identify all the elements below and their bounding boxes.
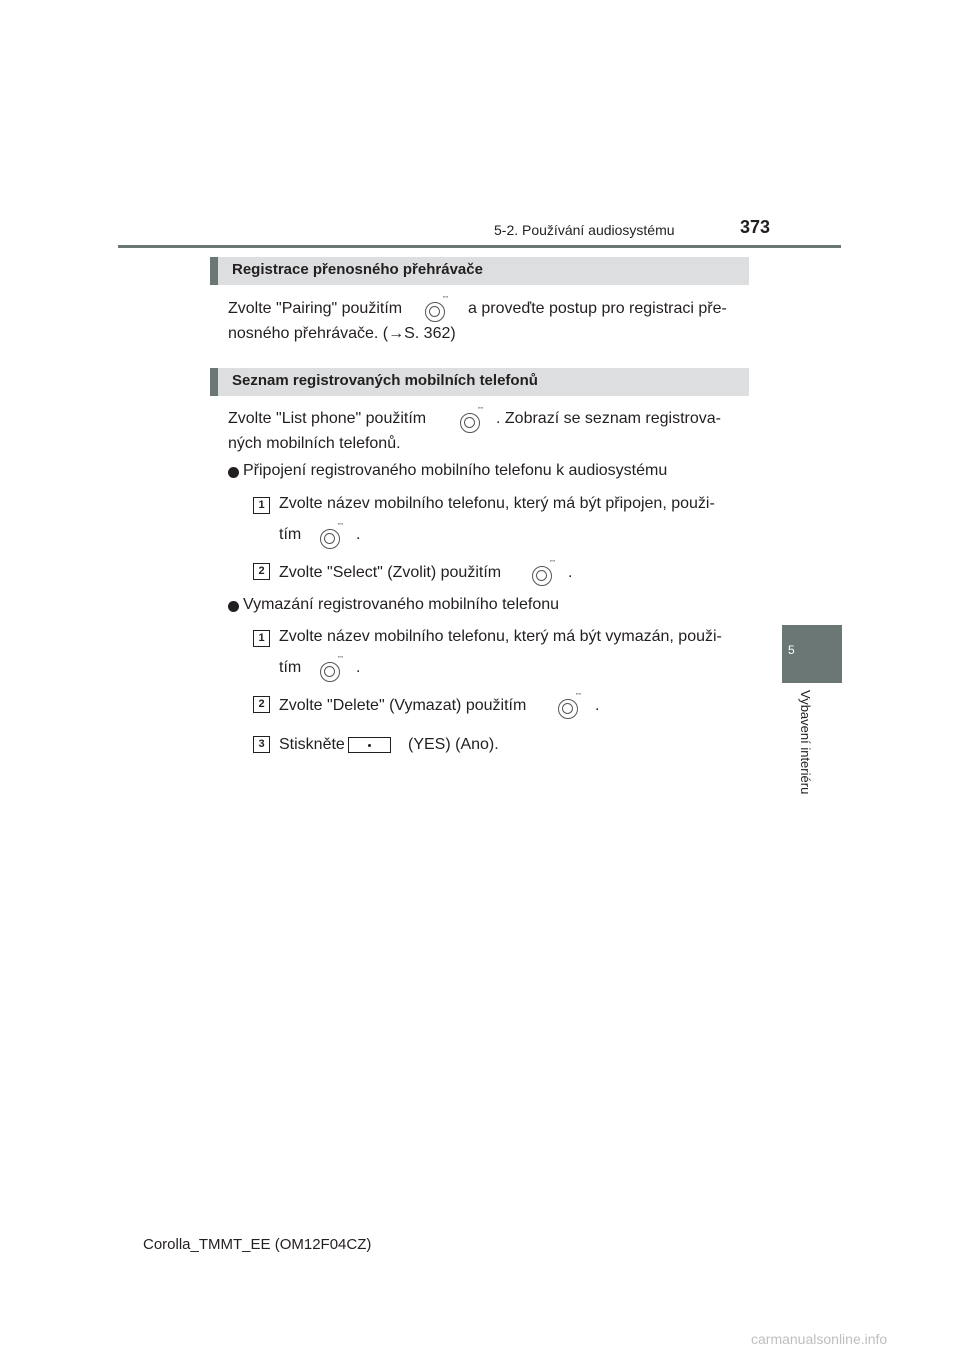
body-text: ných mobilních telefonů. [228, 435, 401, 452]
tune-dial-icon [532, 566, 552, 586]
step-number: 1 [253, 497, 270, 514]
step-text: (YES) (Ano). [408, 736, 499, 753]
preset-key-icon [348, 737, 391, 753]
header-rule [118, 245, 841, 248]
body-text: . Zobrazí se seznam registrova- [496, 410, 721, 427]
step-number: 3 [253, 736, 270, 753]
section-heading-bar [210, 257, 749, 285]
step-text: Stiskněte [279, 736, 345, 753]
body-text: Zvolte "Pairing" použitím [228, 300, 403, 317]
bullet-text: Vymazání registrovaného mobilního telefonu [243, 596, 560, 613]
step-text: . [568, 564, 573, 581]
step-text: Zvolte název mobilního telefonu, který má být vymazán, použi- [279, 628, 722, 645]
chapter-tab-number: 5 [788, 643, 795, 657]
step-text: Zvolte "Delete" (Vymazat) použitím [279, 697, 527, 714]
document-code: Corolla_TMMT_EE (OM12F04CZ) [143, 1236, 372, 1253]
step-text: Zvolte "Select" (Zvolit) použitím [279, 564, 502, 581]
step-number: 2 [253, 563, 270, 580]
section-heading: Registrace přenosného přehrávače [232, 261, 483, 278]
section-heading-bar [210, 368, 749, 396]
section-heading: Seznam registrovaných mobilních telefonů [232, 372, 538, 389]
tune-dial-icon [425, 302, 445, 322]
watermark: carmanualsonline.info [751, 1331, 888, 1347]
step-number: 1 [253, 630, 270, 647]
step-text: tím [279, 526, 302, 543]
bullet-icon [228, 601, 239, 612]
key-dot-icon [368, 744, 371, 747]
dial-marks-icon: "" [443, 296, 448, 303]
tune-dial-icon [320, 662, 340, 682]
body-text: nosného přehrávače. (→S. 362) [228, 325, 456, 342]
running-header: 5-2. Používání audiosystému [494, 222, 675, 238]
bullet-icon [228, 467, 239, 478]
dial-marks-icon: "" [338, 523, 343, 530]
page-number: 373 [740, 217, 771, 237]
dial-marks-icon: "" [478, 407, 483, 414]
step-text: Zvolte název mobilního telefonu, který má být připojen, použi- [279, 495, 715, 512]
bullet-text: Připojení registrovaného mobilního telefonu k audiosystému [243, 462, 668, 479]
step-text: tím [279, 659, 302, 676]
step-text: . [356, 526, 361, 543]
tune-dial-icon [460, 413, 480, 433]
body-text: Zvolte "List phone" použitím [228, 410, 427, 427]
dial-marks-icon: "" [550, 560, 555, 567]
dial-marks-icon: "" [576, 693, 581, 700]
step-text: . [356, 659, 361, 676]
dial-marks-icon: "" [338, 656, 343, 663]
tune-dial-icon [320, 529, 340, 549]
step-text: . [595, 697, 600, 714]
tune-dial-icon [558, 699, 578, 719]
step-number: 2 [253, 696, 270, 713]
body-text: a proveďte postup pro registraci pře- [468, 300, 727, 317]
chapter-tab-label: Vybavení interiéru [798, 690, 813, 795]
